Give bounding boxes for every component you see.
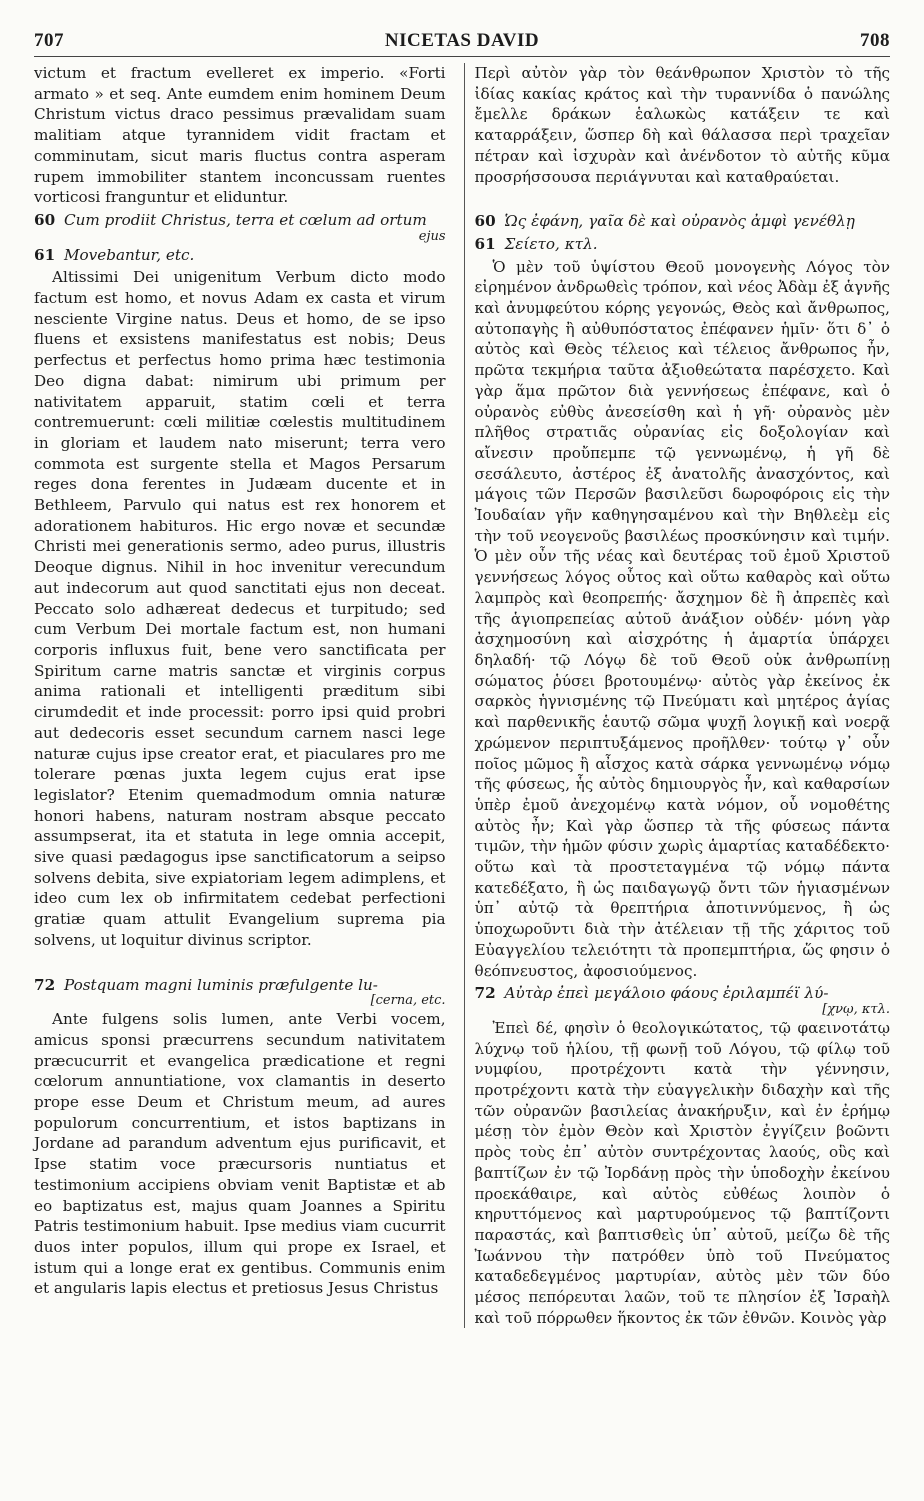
page-header — [34, 30, 890, 57]
greek-heading-60-number: 60 — [474, 212, 496, 231]
latin-column — [34, 63, 446, 1328]
latin-heading-60-tail: ejus — [418, 228, 446, 244]
greek-heading-60 — [475, 211, 890, 232]
greek-paragraph-3: Ἐπεὶ δέ, φησὶν ὁ θεολογικώτατος, τῷ φαεινοτάτῳ λύχνῳ τοῦ ἡλίου, τῇ φωνῇ τοῦ Λόγου, τῷ φίλῳ τοῦ νυμφίου, προτρέχοντι κατὰ τὴν γέννησιν, προτρέχοντι κατὰ τὴν εὐαγγελικὴν διδαχὴν καὶ τῆς τῶν οὐρανῶν βασιλείας ἀνακήρυξιν, καὶ ἐν ἐρήμῳ μέσῃ τὸν ἐμὸν Θεὸν καὶ Χριστὸν ἐγγίζειν βοῶντι πρὸς τοὺς ἐπ᾽ αὐτὸν συντρέχοντας λαούς, οὓς καὶ βαπτίζων ἐν τῷ Ἰορδάνῃ πρὸς τὴν ὑποδοχὴν ἐκείνου προεκάθαιρε, καὶ αὐτὸς εὐθέως λοιπὸν ὁ κηρυττόμενος καὶ μαρτυρούμενος τῷ βαπτίζοντι παραστάς, καὶ βαπτισθεὶς ὑπ᾽ αὐτοῦ, μείζω δὲ τῆς Ἰωάννου τὴν πατρόθεν ὑπὸ τοῦ Πνεύματος καταδεδεγμένος μαρτυρίαν, αὐτὸς μὲν τῶν δύο μέσος πεπόρευται λαῶν, τοῦ τε πλησίον ἐξ Ἰσραὴλ καὶ τοῦ πόρρωθεν ἥκοντος ἐκ τῶν ἐθνῶν. Κοινὸς γὰρ — [474, 1018, 890, 1327]
greek-heading-60-text: Ὡς ἐφάνη, γαῖα δὲ καὶ οὐρανὸς ἀμφὶ γενέθλῃ — [504, 212, 855, 231]
greek-paragraph-1: Περὶ αὐτὸν γὰρ τὸν θεάνθρωπον Χριστὸν τὸ τῆς ἰδίας κακίας κράτος καὶ τὴν τυραννίδα ὁ πανώλης ἔμελλε δράκων ἑαλωκὼς κατάξειν τε καὶ καταρράξειν, ὥσπερ δὴ καὶ θάλασσα περὶ τραχεῖαν πέτραν καὶ ἰσχυρὰν καὶ ἀνένδοτον τὸ αὐτῆς κῦμα προσρήσσουσα περιάγνυται καὶ καταθραύεται. — [474, 64, 890, 186]
running-title: NICETAS DAVID — [384, 30, 540, 51]
latin-heading-60-text: Cum prodiit Christus, terra et cœlum ad ortum — [63, 210, 427, 229]
spacer — [34, 951, 446, 973]
latin-heading-61 — [34, 245, 446, 266]
greek-column — [464, 63, 890, 1328]
page-number-right: 708 — [859, 30, 890, 51]
greek-heading-61-number: 61 — [474, 234, 496, 253]
latin-heading-72-number: 72 — [34, 975, 56, 994]
greek-heading-72-text: Αὐτὰρ ἐπεὶ μεγάλοιο φάους ἐριλαμπέϊ λύ- — [504, 984, 829, 1003]
two-column-body — [34, 63, 890, 1328]
greek-paragraph-2: Ὁ μὲν τοῦ ὑψίστου Θεοῦ μονογενὴς Λόγος τὸν εἰρημένον ἀνδρωθεὶς τρόπον, καὶ νέος Ἀδὰμ ἐξ ἁγνῆς καὶ ἀνυμφεύτου κόρης γεγονώς, Θεὸς καὶ ἄνθρωπος, αὐτοπαγὴς ἢ αὐθυπόστατος ἐπέφανεν ἡμῖν· ὅτι δ᾽ ὁ αὐτὸς καὶ Θεὸς τέλειος καὶ τέλειος ἄνθρωπος ἦν, πρῶτα τεκμήρια ταῦτα ἀξιοθεώτατα παρέσχετο. Καὶ γὰρ ἅμα πρῶτον διὰ γεννήσεως ἐπέφανε, καὶ ὁ οὐρανὸς εὐθὺς ἀνεσείσθη καὶ ἡ γῆ· οὐρανὸς μὲν πλῆθος στρατιᾶς οὐρανίας εἰς δοξολογίαν καὶ αἴνεσιν προὔπεμπε τῷ γεννωμένῳ, ἡ γῆ δὲ σεσάλευτο, ἀστέρος ἐξ ἀνατολῆς ἀνασχόντος, καὶ μάγοις τῶν Περσῶν βασιλεῦσι δωροφόροις εἰς τὴν Ἰουδαίαν γῆν καθηγησαμένου καὶ τὴν Βηθλεὲμ εἰς τὴν τοῦ νεογενοῦς βασιλέως προσκύνησιν καὶ τιμήν. Ὁ μὲν οὖν τῆς νέας καὶ δευτέρας τοῦ ἐμοῦ Χριστοῦ γεννήσεως λόγος οὗτος καὶ οὕτω καθαρὸς καὶ οὕτω λαμπρὸς καὶ θεοπρεπής· ἄσχημον δὲ ἢ ἀπρεπὲς καὶ τῆς ἁγιοπρεπείας αὐτοῦ ἀνάξιον οὐδέν· μόνη γὰρ ἀσχημοσύνη καὶ αἰσχρότης ἡ ἁμαρτία ὑπάρχει δηλαδή· τῷ Λόγῳ δὲ τοῦ Θεοῦ οὐκ ἀνθρωπίνῃ σώματος ῥύσει βροτουμένῳ· αὐτὸς γὰρ ἐκείνος ἐκ σαρκὸς ἡγνισμένης τῷ Πνεύματι καὶ μητέρος ἁγίας καὶ παρθενικῆς ἑαυτῷ σῶμα ψυχῇ λογικῇ καὶ νοερᾷ χρώμενον περιπτυξάμενος προῆλθεν· τούτῳ γ᾽ οὖν ποῖος μῶμος ἢ αἶσχος κατὰ σάρκα γεννωμένῳ νόμῳ τῆς φύσεως, ἧς αὐτὸς δημιουργὸς ἦν, καὶ καθαρσίων ὑπὲρ ἐμοῦ ἀνεχομένῳ κατὰ νόμον, οὗ νομοθέτης αὐτὸς ἦν; Καὶ γὰρ ὥσπερ τὰ τῆς φύσεως πάντα τιμῶν, τὴν ἡμῶν φύσιν χωρὶς ἁμαρτίας καταδέδεκτο· οὕτω καὶ τὰ προστεταγμένα τῷ νόμῳ πάντα κατεδέξατο, ἢ ὡς παιδαγωγῷ ὄντι τῶν ἡγιασμένων ὑπ᾽ αὐτῷ τὰ θρεπτήρια ἀποτιννύμενος, ἢ ὡς ὑποχωροῦντι διὰ τὴν ἀτέλειαν τῇ τῆς χάριτος τοῦ Εὐαγγελίου τελειότητι τὰ προπεμπτήρια, ὥς φησιν ὁ θεόπνευστος, ἀφοσιούμενος. — [474, 257, 890, 980]
latin-heading-72-text: Postquam magni luminis præfulgente lu- — [63, 975, 378, 994]
greek-heading-72-number: 72 — [474, 984, 496, 1003]
latin-paragraph-3: Ante fulgens solis lumen, ante Verbi vocem, amicus sponsi præcurrens secundum nativitatem præcucurrit et evangelica prædicatione et regni cœlorum annuntiatione, vox clamantis in deserto prope esse Deum et Christum meum, ad aures populorum concurrentium, et istos baptizans in Jordane ad parandum adventum ejus purificavit, et Ipse statim voce præcursoris nuntiatus et testimonium accipiens obviam venit Baptistæ et ab eo baptizatus est, majus quam Joannes a Spiritu Patris testimonium habuit. Ipse medius viam cucurrit duos inter populos, illum qui prope ex Israel, et istum qui a longe erat ex gentibus. Communis enim et angularis lapis electus et pretiosus Jesus Christus — [34, 1010, 446, 1298]
greek-heading-72 — [475, 983, 890, 1016]
latin-heading-72-tail: [cerna, etc. — [370, 993, 446, 1009]
spacer — [475, 187, 890, 209]
latin-heading-72 — [34, 975, 446, 1008]
latin-heading-60 — [34, 210, 446, 243]
latin-heading-61-text: Movebantur, etc. — [63, 245, 195, 264]
latin-heading-61-number: 61 — [34, 245, 56, 264]
greek-heading-72-tail: [χνῳ, κτλ. — [822, 1001, 890, 1017]
greek-heading-61 — [475, 234, 890, 255]
greek-heading-61-text: Σείετο, κτλ. — [504, 234, 598, 253]
latin-paragraph-2: Altissimi Dei unigenitum Verbum dicto modo factum est homo, et novus Adam ex casta et virum nesciente Virgine natus. Deus et homo, de se ipso fluens et exsistens manifestatus est nobis; Deus perfectus et perfectus homo prima hæc testimonia Deo digna dabat: nimirum ubi primum per nativitatem apparuit, statim cœli et terra contremuerunt: cœli militiæ cœlestis multitudinem in gloriam et laudem nato miserunt; terra vero commota est surgente stella et Magos Persarum reges dona ferentes in Judæam ducente et in Bethleem, Parvulo qui natus est rex honorem et adorationem habituros. Hic ergo novæ et secundæ Christi mei generationis sermo, adeo purus, illustris Deoque dignus. Nihil in hoc invenitur verecundum aut indecorum aut quod sanctitati ejus non deceat. Peccato solo adhæreat dedecus et turpitudo; sed cum Verbum Dei mortale factum est, non humani corporis influxus fuit, bene vero sanctificata per Spiritum carne matris sanctæ et virginis corpus anima rationali et intelligenti præditum sibi cirumdedit et inde processit: porro ipsi quid probri aut dedecoris esset secundum carnem nasci lege naturæ cujus ipse creator erat, et piaculares pro me tolerare pœnas juxta legem cujus erat ipse legislator? Etenim quemadmodum omnia naturæ honori habens, naturam nostram absque peccato assumpserat, ita et statuta in lege omnia accepit, sive quasi pædagogus ipse sanctificatorum a seipso solvens debita, sive expiatoriam legem adimplens, et ideo cum lex ob infirmitatem cedebat perfectioni gratiæ quam attulit Evangelium suprema pia solvens, ut loquitur divinus scriptor. — [34, 268, 446, 949]
latin-heading-60-number: 60 — [34, 210, 56, 229]
latin-paragraph-1: victum et fractum evelleret ex imperio. «Forti armato » et seq. Ante eumdem enim hominem Deum Christum victus draco pessimus prævalidam suam malitiam atque tyrannidem vidit fractam et comminutam, sicut maris fluctus contra asperam rupem immobiliter stantem inconcussam ruentes vorticosi franguntur et eliduntur. — [34, 64, 446, 207]
page-number-left: 707 — [34, 30, 64, 51]
